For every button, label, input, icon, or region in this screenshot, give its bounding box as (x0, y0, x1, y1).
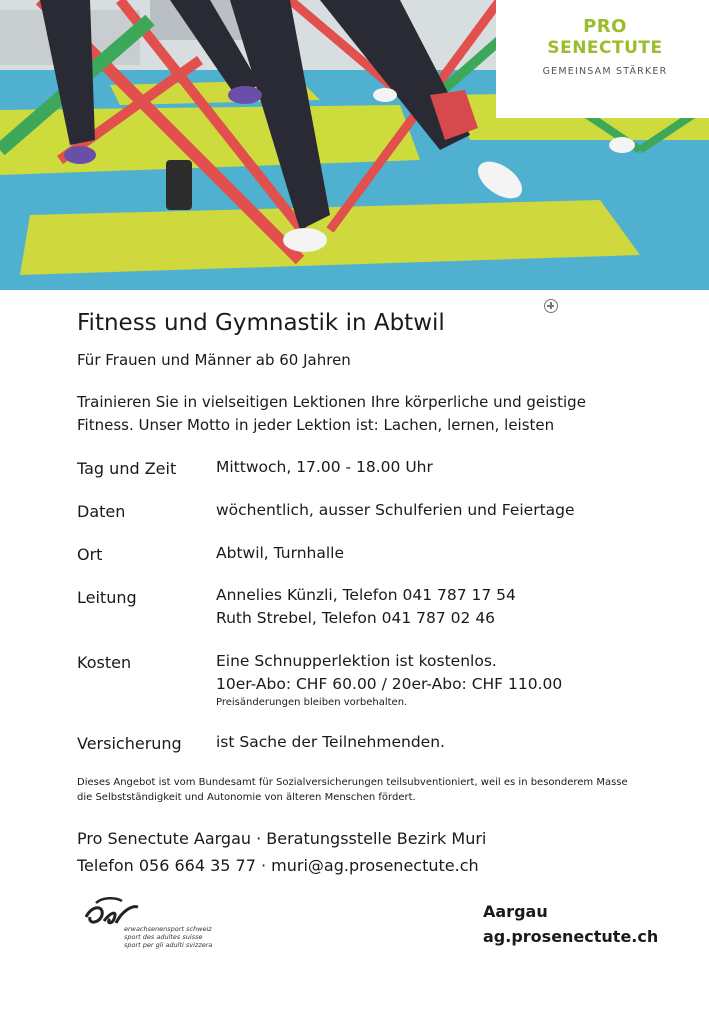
contact-block (77, 825, 486, 879)
logo-line-2: SENECTUTE (547, 38, 663, 58)
esa-line-2: sport des adultes suisse (124, 933, 203, 941)
value-cost (216, 650, 562, 710)
funding-line-2: die Selbstständigkeit und Autonomie von älteren Menschen fördert. (77, 792, 416, 803)
cost-note: Preisänderungen bleiben vorbehalten. (216, 697, 408, 708)
label-time: Tag und Zeit (77, 459, 177, 478)
logo-tagline: GEMEINSAM STÄRKER (542, 66, 668, 77)
value-time: Mittwoch, 17.00 - 18.00 Uhr (216, 458, 433, 476)
funding-note (77, 775, 687, 805)
lead-person-2: Ruth Strebel, Telefon 041 787 02 46 (216, 609, 496, 627)
logo-line-1: PRO (583, 16, 627, 37)
label-place: Ort (77, 545, 103, 564)
label-insurance: Versicherung (77, 734, 182, 753)
esa-line-3: sport per gli adulti svizzera (124, 941, 213, 949)
label-lead: Leitung (77, 588, 137, 607)
value-place: Abtwil, Turnhalle (216, 544, 344, 562)
intro-line-2: Fitness. Unser Motto in jeder Lektion ist: Lachen, lernen, leisten (77, 416, 555, 434)
cost-trial: Eine Schnupperlektion ist kostenlos. (216, 652, 497, 670)
label-dates: Daten (77, 502, 126, 521)
value-insurance: ist Sache der Teilnehmenden. (216, 733, 445, 751)
funding-line-1: Dieses Angebot ist vom Bundesamt für Sozialversicherungen teilsubventioniert, weil es in besonderem Masse (77, 777, 628, 788)
contact-line-2: Telefon 056 664 35 77 · muri@ag.prosenectute.ch (77, 856, 479, 875)
lead-person-1: Annelies Künzli, Telefon 041 787 17 54 (216, 586, 516, 604)
contact-line-1: Pro Senectute Aargau · Beratungsstelle Bezirk Muri (77, 829, 487, 848)
label-cost: Kosten (77, 653, 132, 672)
region-name: Aargau (483, 902, 548, 921)
pro-senectute-logo (496, 0, 709, 118)
esa-line-1: erwachsenensport schweiz (124, 925, 212, 933)
intro-text (77, 391, 677, 437)
value-dates: wöchentlich, ausser Schulferien und Feiertage (216, 501, 575, 519)
subtitle: Für Frauen und Männer ab 60 Jahren (77, 351, 351, 369)
cost-abo: 10er-Abo: CHF 60.00 / 20er-Abo: CHF 110.00 (216, 675, 563, 693)
region-url[interactable]: ag.prosenectute.ch (483, 927, 659, 946)
value-lead (216, 584, 516, 630)
plus-circle-icon (544, 299, 558, 313)
region-block (483, 899, 658, 949)
intro-line-1: Trainieren Sie in vielseitigen Lektionen Ihre körperliche und geistige (77, 393, 586, 411)
esa-logo (82, 895, 232, 965)
page-title: Fitness und Gymnastik in Abtwil (77, 310, 445, 336)
